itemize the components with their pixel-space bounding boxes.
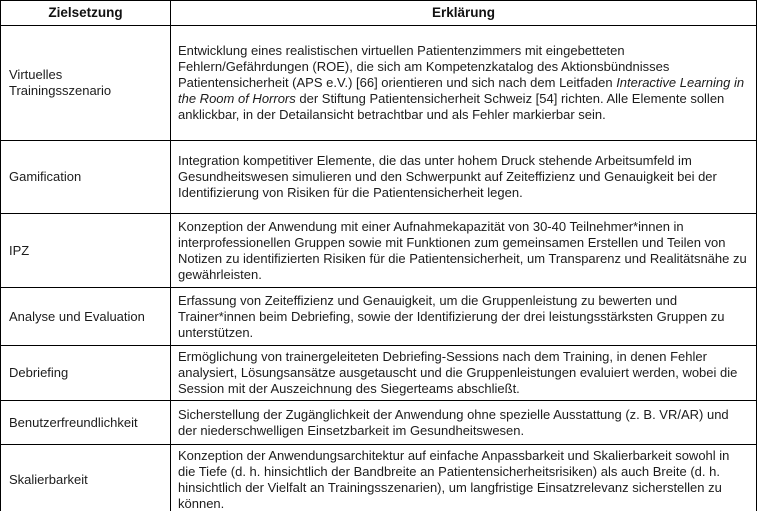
- table-row: [1, 445, 757, 511]
- explanation-cell: [171, 288, 757, 346]
- goal-label: Skalierbarkeit: [1, 445, 171, 511]
- header-row: [1, 1, 757, 26]
- table-row: [1, 26, 757, 141]
- goal-label: IPZ: [1, 214, 171, 288]
- table-row: [1, 141, 757, 214]
- goal-label: Debriefing: [1, 346, 171, 401]
- table-row: [1, 401, 757, 445]
- explanation-cell: [171, 214, 757, 288]
- explanation-italic-text: Interactive Learning in the Room of Horrors: [178, 75, 745, 106]
- explanation-cell: [171, 141, 757, 214]
- explanation-text: Konzeption der Anwendung mit einer Aufnahmekapazität von 30-40 Teilnehmer*innen in interprofessionellen Gruppen sowie mit Funktionen zum gemeinsamen Erstellen und Teilen von Notizen zu identifizierten Risiken für die Patientensicherheit, um Transparenz und Realitätsnähe zu gewährleisten.: [178, 218, 747, 282]
- table-row: [1, 214, 757, 288]
- explanation-text: Ermöglichung von trainergeleiteten Debriefing-Sessions nach dem Training, in denen Fehler analysiert, Lösungsansätze ausgetauscht und die Gruppenleistungen evaluiert werden, wobei die Session mit der Auszeichnung des Siegerteams abschließt.: [178, 349, 738, 396]
- explanation-text: Entwicklung eines realistischen virtuellen Patientenzimmers mit eingebetteten Fehlern/Gefährdungen (ROE), die sich am Kompetenzkatalog des Aktionsbündnisses Patientensicherheit (APS e.V.) [66] orientieren und sich nach dem Leitfaden: [178, 43, 670, 90]
- column-header-zielsetzung: Zielsetzung: [1, 1, 171, 26]
- table-row: [1, 288, 757, 346]
- goal-label: Virtuelles Trainingsszenario: [1, 26, 171, 141]
- goal-label: Gamification: [1, 141, 171, 214]
- explanation-text: Erfassung von Zeiteffizienz und Genauigkeit, um die Gruppenleistung zu bewerten und Trainer*innen beim Debriefing, sowie der Identifizierung der drei leistungsstärksten Gruppen zu unterstützen.: [178, 292, 725, 340]
- explanation-cell: [171, 346, 757, 401]
- explanation-text: der Stiftung Patientensicherheit Schweiz [54] richten. Alle Elemente sollen anklickbar, in der Detailansicht betrachtbar und als Fehler markierbar sein.: [178, 91, 725, 122]
- goal-label: Analyse und Evaluation: [1, 288, 171, 346]
- explanation-cell: [171, 26, 757, 141]
- explanation-cell: [171, 445, 757, 511]
- explanation-text: Sicherstellung der Zugänglichkeit der Anwendung ohne spezielle Ausstattung (z. B. VR/AR) und der niederschwelligen Einsetzbarkeit im Gesundheitswesen.: [178, 406, 729, 438]
- column-header-erklaerung: Erklärung: [171, 1, 757, 26]
- explanation-cell: [171, 401, 757, 445]
- explanation-text: Konzeption der Anwendungsarchitektur auf einfache Anpassbarkeit und Skalierbarkeit sowohl in die Tiefe (d. h. hinsichtlich der Bandbreite an Patientensicherheitsrisiken) als auch Breite (d. h. hinsichtlich der Vielfalt an Trainingsszenarien), um langfristige Einsatzrelevanz sicherstellen zu können.: [178, 448, 730, 511]
- table-row: [1, 346, 757, 401]
- goal-label: Benutzerfreundlichkeit: [1, 401, 171, 445]
- explanation-text: Integration kompetitiver Elemente, die das unter hohem Druck stehende Arbeitsumfeld im Gesundheitswesen simulieren und den Schwerpunkt auf Zeiteffizienz und Genauigkeit bei der Identifizierung von Risiken für die Patientensicherheit legen.: [178, 153, 717, 200]
